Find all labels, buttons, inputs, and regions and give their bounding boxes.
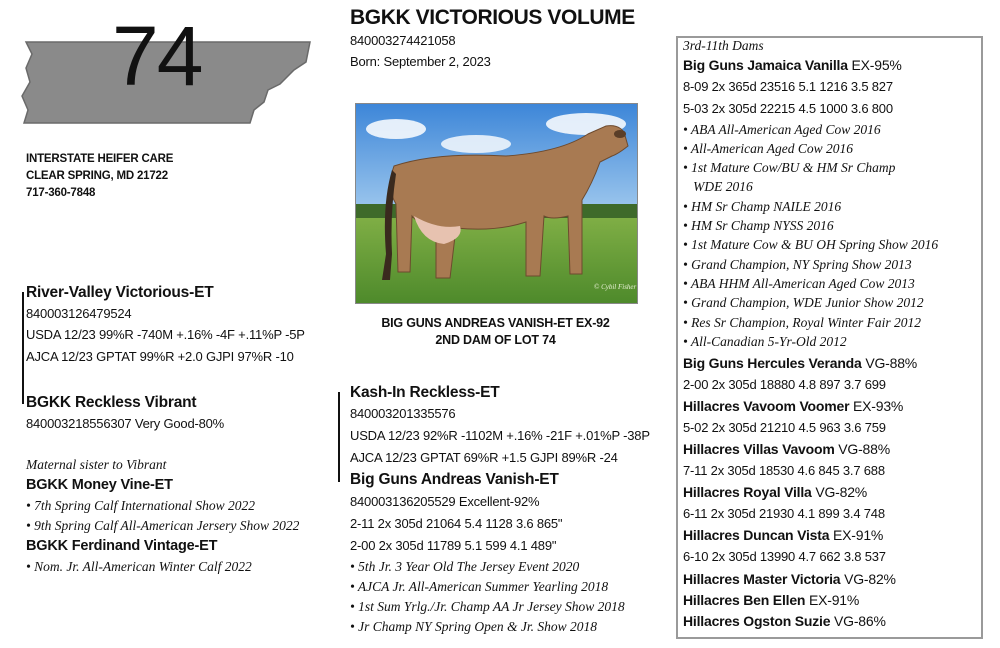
photo-caption-line2: 2ND DAM OF LOT 74 (435, 333, 556, 347)
animal-registration: 840003274421058 (350, 33, 456, 48)
third-dam-award: • 1st Mature Cow & BU OH Spring Show 2016 (683, 237, 939, 252)
ancestor-dam-record: 7-11 2x 305d 18530 4.6 845 3.7 688 (683, 463, 885, 478)
cow-photo (355, 103, 638, 304)
photo-caption (355, 315, 636, 349)
animal-birthdate: Born: September 2, 2023 (350, 54, 491, 69)
second-dam-record: 2-00 2x 305d 11789 5.1 599 4.1 489" (350, 538, 557, 553)
second-dam-award: • AJCA Jr. All-American Summer Yearling 2018 (350, 579, 609, 594)
ancestor-dam-name: Hillacres Royal Villa VG-82% (683, 484, 868, 500)
ancestor-dam-name: Big Guns Hercules Veranda VG-88% (683, 355, 918, 371)
sire-name: River-Valley Victorious-ET (26, 284, 214, 301)
second-dam-record: 2-11 2x 305d 21064 5.4 1128 3.6 865" (350, 516, 563, 531)
sisters-heading: Maternal sister to Vibrant (26, 457, 167, 472)
third-dam-award: • Grand Champion, NY Spring Show 2013 (683, 257, 912, 272)
dam-sire-name: Kash-In Reckless-ET (350, 384, 500, 401)
third-dam-award: • Grand Champion, WDE Junior Show 2012 (683, 295, 924, 310)
third-dam-award: • Res Sr Champion, Royal Winter Fair 2012 (683, 315, 921, 330)
dam-sire-registration: 840003201335576 (350, 406, 456, 421)
third-dam-award: • ABA HHM All-American Aged Cow 2013 (683, 276, 915, 291)
dam-name: BGKK Reckless Vibrant (26, 394, 197, 411)
third-dam-award: • HM Sr Champ NAILE 2016 (683, 199, 842, 214)
third-dam-award: • HM Sr Champ NYSS 2016 (683, 218, 834, 233)
animal-name: BGKK VICTORIOUS VOLUME (350, 6, 635, 29)
sire-registration: 840003126479524 (26, 306, 132, 321)
third-dam-award: • 1st Mature Cow/BU & HM Sr Champ (683, 160, 896, 175)
consignor-city: CLEAR SPRING, MD 21722 (26, 170, 168, 182)
ancestor-dam-name: Hillacres Villas Vavoom VG-88% (683, 441, 890, 457)
ancestor-dam-name: Hillacres Ogston Suzie VG-86% (683, 613, 886, 629)
second-dam-name: Big Guns Andreas Vanish-ET (350, 471, 559, 488)
dam-sire-usda-proof: USDA 12/23 92%R -1102M +.16% -21F +.01%P -38P (350, 428, 650, 443)
sire-ajca-proof: AJCA 12/23 GPTAT 99%R +2.0 GJPI 97%R -10 (26, 349, 294, 364)
photo-watermark: © Cybil Fisher (594, 283, 637, 291)
consignor-phone: 717-360-7848 (26, 187, 96, 199)
dams-heading: 3rd-11th Dams (683, 38, 764, 53)
sire-usda-proof: USDA 12/23 99%R -740M +.16% -4F +.11%P -5P (26, 327, 305, 342)
consignor-info (26, 151, 173, 202)
ancestor-dam-record: 5-02 2x 305d 21210 4.5 963 3.6 759 (683, 420, 886, 435)
third-dam-award: • ABA All-American Aged Cow 2016 (683, 122, 881, 137)
ancestor-dam-name: Hillacres Ben Ellen EX-91% (683, 592, 860, 608)
ancestor-dam-record: 6-10 2x 305d 13990 4.7 662 3.8 537 (683, 549, 886, 564)
lot-number: 74 (112, 9, 202, 103)
photo-caption-line1: BIG GUNS ANDREAS VANISH-ET EX-92 (381, 316, 610, 330)
second-dam-award: • 1st Sum Yrlg./Jr. Champ AA Jr Jersey Show 2018 (350, 599, 625, 614)
sister-name: BGKK Ferdinand Vintage-ET (26, 538, 218, 554)
ancestor-dam-record: 6-11 2x 305d 21930 4.1 899 3.4 748 (683, 506, 885, 521)
third-dam-award: WDE 2016 (683, 179, 753, 194)
second-dam-award: • Jr Champ NY Spring Open & Jr. Show 2018 (350, 619, 597, 634)
pedigree-bracket-middle (338, 392, 340, 482)
sister-award: • 7th Spring Calf International Show 2022 (26, 498, 255, 513)
ancestor-dam-name: Hillacres Vavoom Voomer EX-93% (683, 398, 904, 414)
dam-registration: 840003218556307 Very Good-80% (26, 416, 225, 431)
second-dam-award: • 5th Jr. 3 Year Old The Jersey Event 2020 (350, 559, 580, 574)
ancestor-dam-name: Hillacres Duncan Vista EX-91% (683, 527, 884, 543)
ancestor-dam-record: 2-00 2x 305d 18880 4.8 897 3.7 699 (683, 377, 886, 392)
sister-award: • Nom. Jr. All-American Winter Calf 2022 (26, 559, 252, 574)
pedigree-bracket-left (22, 292, 24, 404)
third-dam-award: • All-Canadian 5-Yr-Old 2012 (683, 334, 847, 349)
third-dam-record: 8-09 2x 365d 23516 5.1 1216 3.5 827 (683, 79, 893, 94)
second-dam-registration: 840003136205529 Excellent-92% (350, 494, 540, 509)
sister-name: BGKK Money Vine-ET (26, 477, 173, 493)
third-dam-award: • All-American Aged Cow 2016 (683, 141, 853, 156)
dam-sire-ajca-proof: AJCA 12/23 GPTAT 69%R +1.5 GJPI 89%R -24 (350, 450, 618, 465)
consignor-name: INTERSTATE HEIFER CARE (26, 153, 174, 165)
third-dam-name: Big Guns Jamaica Vanilla EX-95% (683, 57, 902, 73)
sister-award: • 9th Spring Calf All-American Jersery Show 2022 (26, 518, 300, 533)
third-dam-record: 5-03 2x 305d 22215 4.5 1000 3.6 800 (683, 101, 893, 116)
ancestor-dam-name: Hillacres Master Victoria VG-82% (683, 571, 896, 587)
